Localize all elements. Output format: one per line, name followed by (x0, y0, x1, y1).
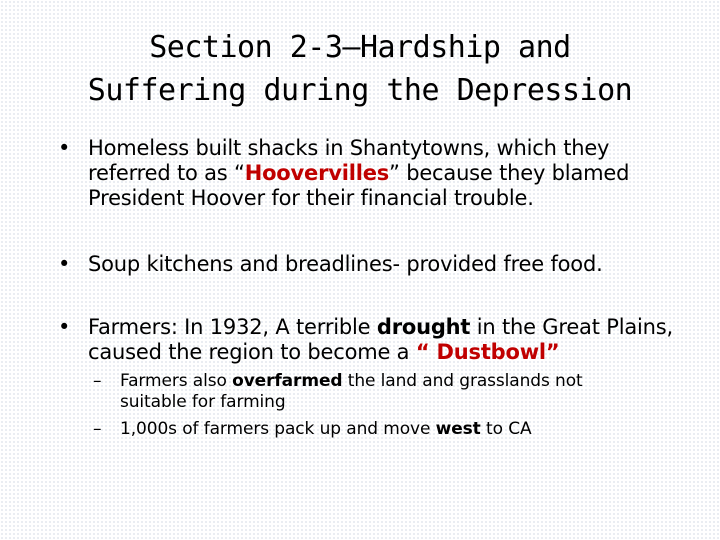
subbullet-text-part: the land and grasslands not suitable for farming (120, 371, 583, 412)
bullet-farmers (58, 315, 678, 365)
bullet-text-part: Farmers: In 1932, A terrible (88, 315, 377, 339)
subbullet-marker: – (93, 419, 102, 439)
subbullet-text (120, 371, 653, 413)
subbullet-overfarmed (93, 371, 653, 413)
bullet-text-part: ” because they blamed President Hoover for their financial trouble. (88, 161, 630, 210)
subbullet-text (120, 419, 653, 440)
bullet-hoovervilles (58, 136, 678, 211)
title-line-1: Section 2-3—Hardship and (149, 30, 571, 65)
bullet-text-part: Homeless built shacks in Shantytowns, which they referred to as “ (88, 136, 610, 185)
bullet-text: Soup kitchens and breadlines- provided free food. (88, 252, 603, 276)
bullet-marker: • (58, 136, 71, 160)
bullet-text-part: in the Great Plains, caused the region to become a (88, 315, 673, 364)
bold-drought: drought (376, 315, 471, 339)
bold-west: west (435, 419, 481, 439)
bold-overfarmed: overfarmed (232, 371, 343, 391)
subbullet-move-west (93, 419, 653, 440)
bullet-text (88, 315, 678, 365)
bullet-text (88, 136, 678, 211)
subbullet-text-part: Farmers also (120, 371, 233, 391)
highlight-hoovervilles: Hoovervilles (244, 161, 390, 185)
bullet-marker: • (58, 252, 71, 276)
subbullet-text-part: to CA (480, 419, 532, 439)
bullet-marker: • (58, 315, 71, 339)
slide-title (40, 26, 680, 112)
bullet-soup-kitchens (58, 252, 678, 277)
title-line-2: Suffering during the Depression (87, 73, 633, 108)
highlight-dustbowl: “ Dustbowl” (415, 340, 560, 364)
subbullet-marker: – (93, 371, 102, 391)
subbullet-text-part: 1,000s of farmers pack up and move (120, 419, 436, 439)
